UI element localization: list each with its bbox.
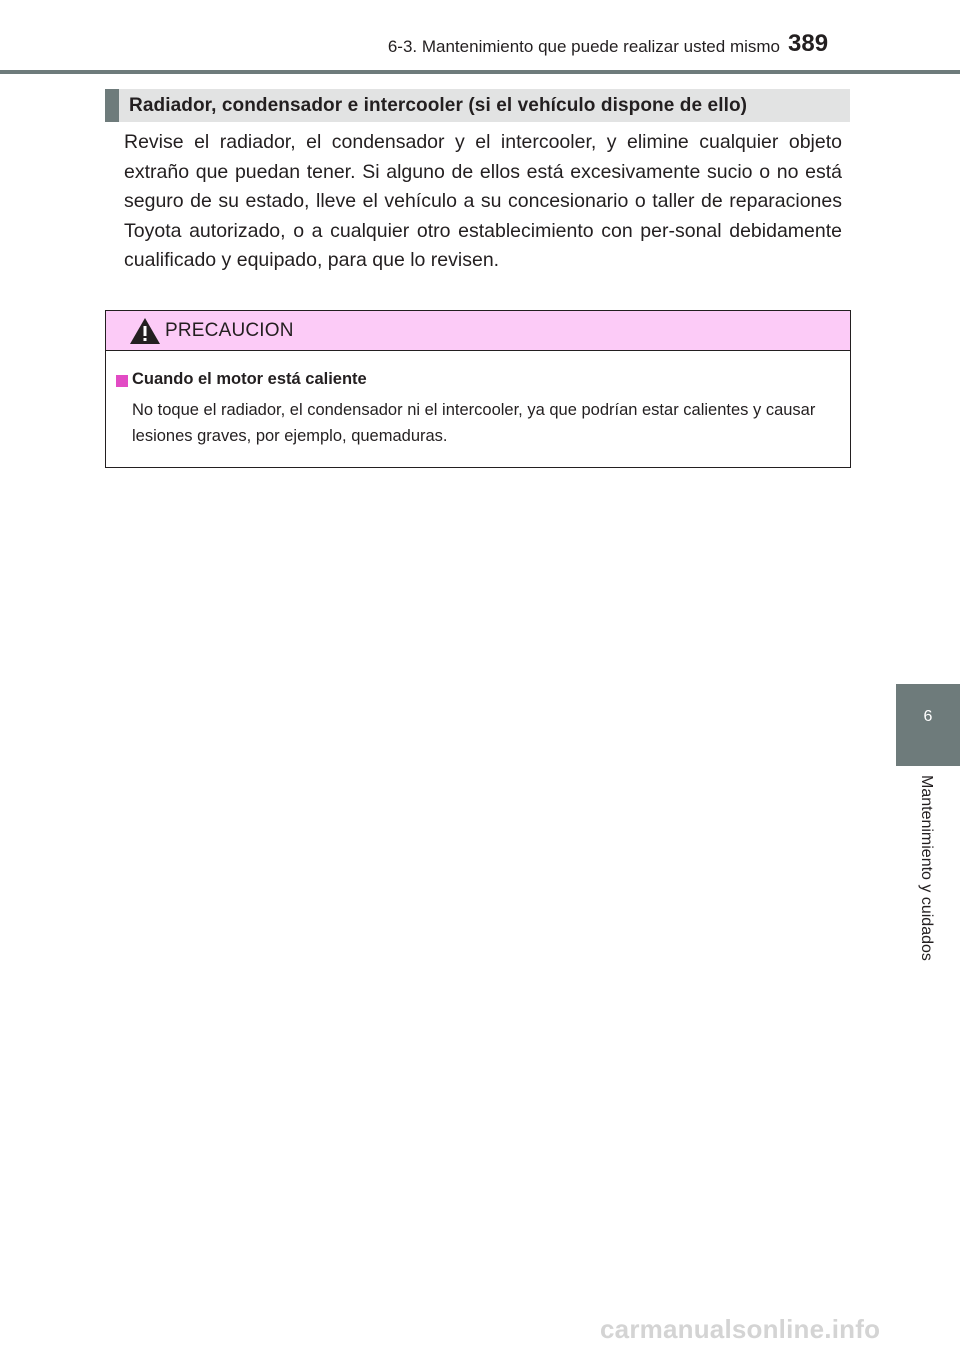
watermark: carmanualsonline.info xyxy=(600,1314,881,1344)
caution-title: PRECAUCION xyxy=(165,320,294,341)
bullet-square-icon xyxy=(116,375,128,387)
section-title: 6-3. Mantenimiento que puede realizar usted mismo xyxy=(387,37,780,56)
caution-subheading: Cuando el motor está caliente xyxy=(132,370,367,388)
chapter-tab xyxy=(896,684,960,766)
body-paragraph: Revise el radiador, el condensador y el intercooler, y elimine cualquier objeto extraño que puedan tener. Si alguno de ellos está excesivamente sucio o no está seguro de su estado, lleve el vehículo a su concesionario o taller de reparaciones Toyota autorizado, o a cualquier otro establecimiento con per-sonal debidamente cualificado y equipado, para que lo revisen. xyxy=(124,131,842,271)
caution-header xyxy=(106,311,850,351)
chapter-label: Mantenimiento y cuidados xyxy=(918,775,935,961)
caution-text: No toque el radiador, el condensador ni el intercooler, ya que podrían estar calientes y causar lesiones graves, por ejemplo, quemaduras. xyxy=(132,401,816,445)
header-rule xyxy=(0,70,960,74)
section-heading xyxy=(105,89,850,122)
chapter-number: 6 xyxy=(923,708,933,725)
warning-triangle-icon xyxy=(129,317,161,345)
page-number: 389 xyxy=(788,30,829,57)
section-heading-text: Radiador, condensador e intercooler (si el vehículo dispone de ello) xyxy=(129,95,748,116)
caution-box xyxy=(105,310,851,468)
